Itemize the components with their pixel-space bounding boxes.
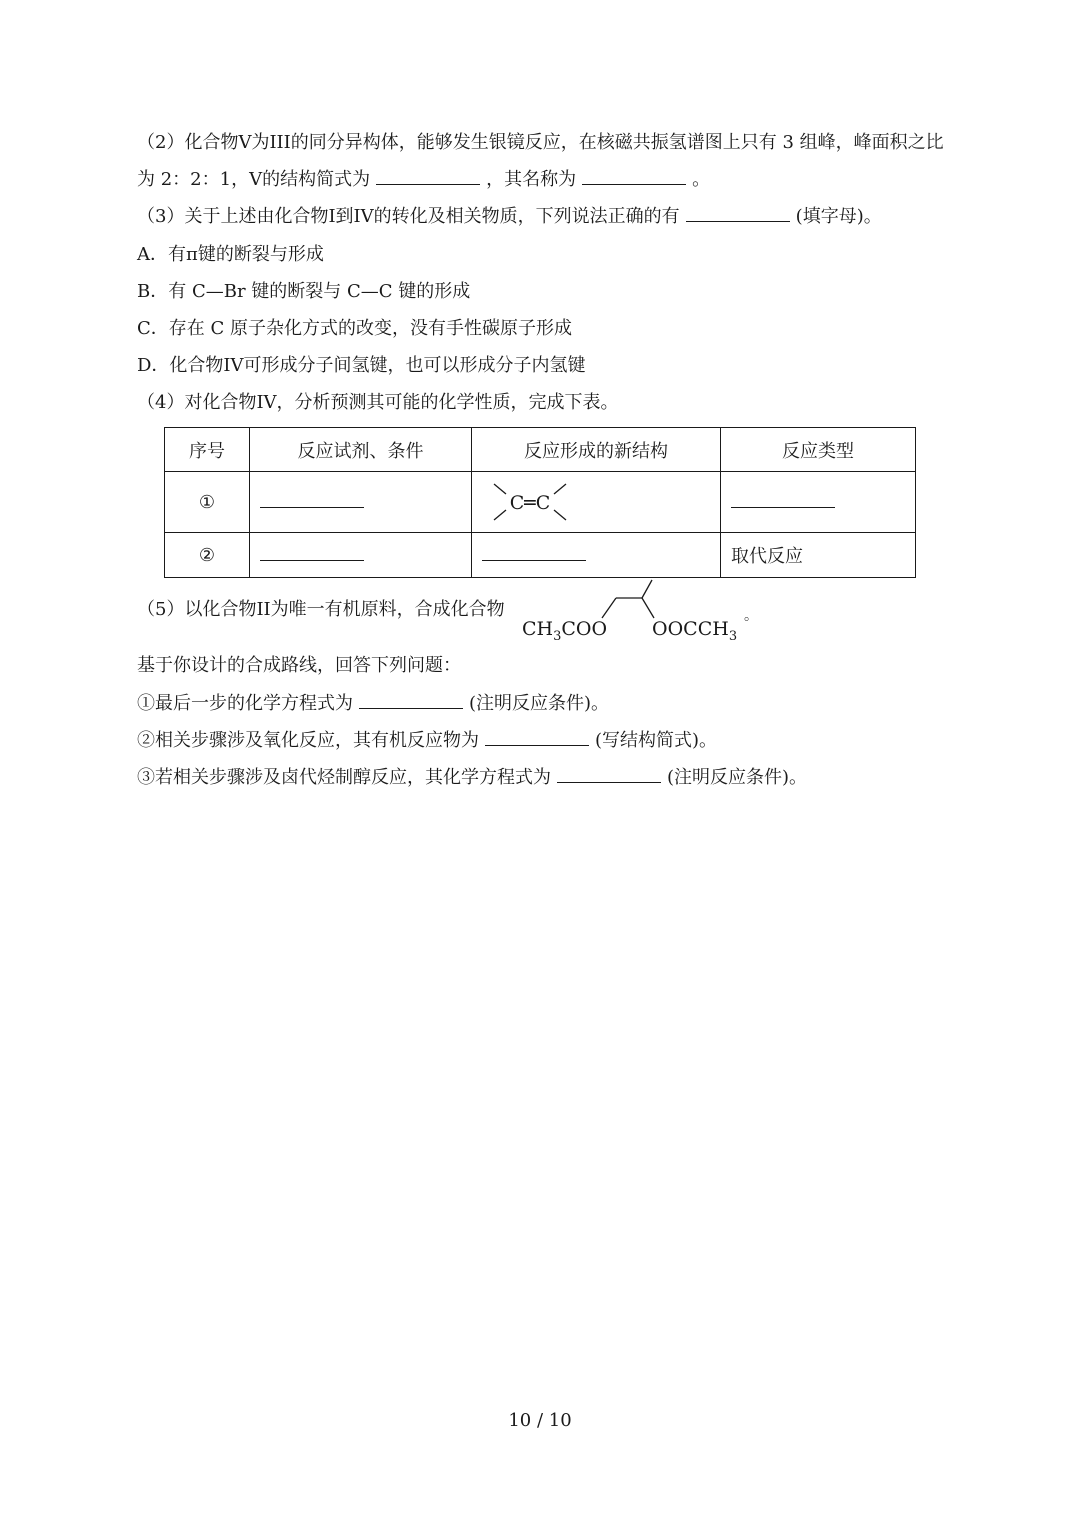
alkene-structure	[484, 480, 574, 524]
alkene-label: C═C	[509, 492, 551, 514]
q3-stem	[137, 204, 882, 230]
structure-cell	[472, 472, 721, 533]
answer-blank[interactable]	[376, 168, 480, 185]
q5-stem: （5）以化合物II为唯一有机原料，合成化合物	[137, 599, 505, 620]
table-row	[165, 472, 916, 533]
q3-option-d: D．化合物IV可形成分子间氢键，也可以形成分子内氢键	[137, 355, 586, 376]
table-row	[165, 533, 916, 578]
reagent-cell	[250, 533, 472, 578]
q3-stem-text: （3）关于上述由化合物I到IV的转化及相关物质，下列说法正确的有	[137, 206, 680, 227]
answer-blank[interactable]	[582, 168, 686, 185]
q5-item-text: ②相关步骤涉及氧化反应，其有机反应物为	[137, 730, 479, 751]
q2-text-b: ，其名称为	[486, 169, 577, 190]
reaction-table	[164, 427, 916, 578]
q5-intro: 基于你设计的合成路线，回答下列问题：	[137, 655, 461, 676]
q5-item-1	[137, 691, 609, 717]
target-molecule-structure	[518, 578, 758, 644]
answer-blank[interactable]	[482, 546, 586, 561]
q5-item-note: (注明反应条件)。	[667, 767, 808, 788]
q5-item-3	[137, 765, 807, 791]
header-reagents: 反应试剂、条件	[250, 428, 472, 472]
table-header-row	[165, 428, 916, 472]
answer-blank[interactable]	[686, 205, 790, 222]
q5-item-note: (注明反应条件)。	[469, 693, 610, 714]
q5-stem-end: 。	[744, 608, 758, 624]
type-cell	[721, 472, 916, 533]
q3-stem-end: (填字母)。	[795, 206, 882, 227]
row-number: ②	[165, 533, 250, 578]
header-type: 反应类型	[721, 428, 916, 472]
type-cell: 取代反应	[721, 533, 916, 578]
svg-text:OOCCH3: $OOCCH_3$	[652, 618, 738, 644]
q3-option-a: A．有π键的断裂与形成	[137, 244, 324, 265]
q5-item-note: (写结构简式)。	[595, 730, 718, 751]
q2-text-a: 为 2：2：1，V的结构简式为	[137, 169, 371, 190]
answer-blank[interactable]	[359, 692, 463, 709]
q2-line2	[137, 167, 710, 193]
q5-item-text: ①最后一步的化学方程式为	[137, 693, 353, 714]
q5-item-text: ③若相关步骤涉及卤代烃制醇反应，其化学方程式为	[137, 767, 551, 788]
reagent-cell	[250, 472, 472, 533]
answer-blank[interactable]	[260, 546, 364, 561]
svg-text:CH3COO: $CH_3COO$	[522, 618, 608, 644]
q2-line1: （2）化合物V为III的同分异构体，能够发生银镜反应，在核磁共振氢谱图上只有 3 组峰，峰面积之比	[137, 132, 944, 153]
q2-text-c: 。	[692, 169, 711, 190]
q3-option-b: B．有 C—Br 键的断裂与 C—C 键的形成	[137, 281, 471, 302]
q4-stem: （4）对化合物IV，分析预测其可能的化学性质，完成下表。	[137, 392, 619, 413]
answer-blank[interactable]	[731, 493, 835, 508]
answer-blank[interactable]	[485, 729, 589, 746]
q5-item-2	[137, 728, 717, 754]
answer-blank[interactable]	[260, 493, 364, 508]
header-number: 序号	[165, 428, 250, 472]
header-structure: 反应形成的新结构	[472, 428, 721, 472]
row-number: ①	[165, 472, 250, 533]
page-number: 10 / 10	[508, 1410, 572, 1431]
structure-cell	[472, 533, 721, 578]
q3-option-c: C．存在 C 原子杂化方式的改变，没有手性碳原子形成	[137, 318, 572, 339]
answer-blank[interactable]	[557, 766, 661, 783]
